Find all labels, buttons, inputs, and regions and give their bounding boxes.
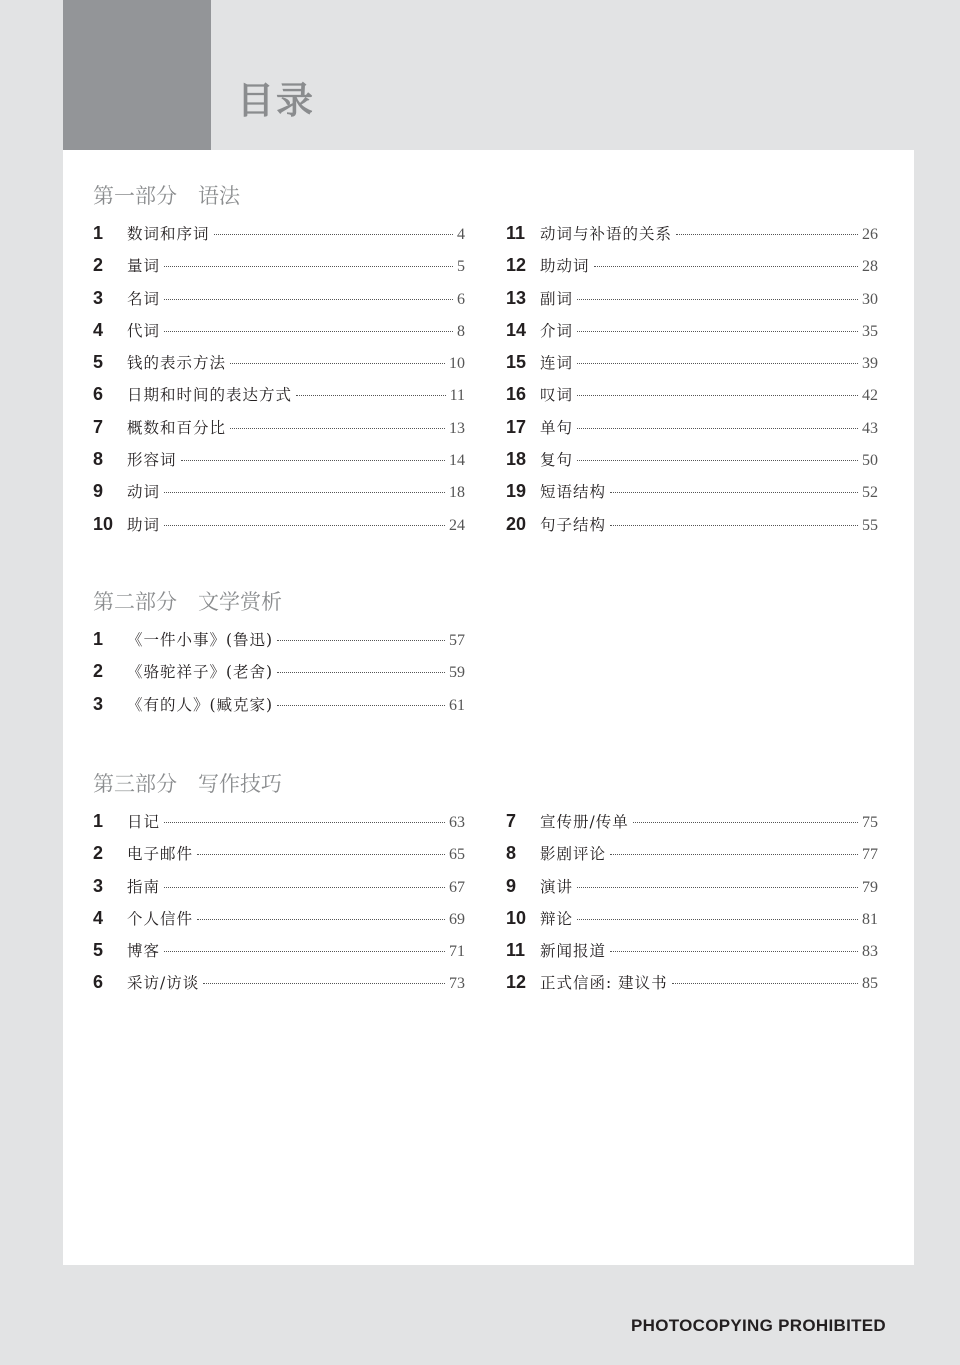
toc-entry-page-number: 30 [862,290,878,308]
toc-entry[interactable] [93,655,465,687]
dot-leader [164,331,453,332]
toc-entry-title: 宣传册/传单 [540,813,629,831]
dot-leader [633,822,858,823]
dot-leader [577,395,858,396]
toc-entry-number: 9 [506,875,517,896]
toc-entry-number: 10 [93,513,114,534]
dot-leader [296,395,446,396]
toc-entry[interactable] [93,805,465,837]
toc-entry-number: 12 [506,972,527,993]
toc-entry[interactable] [93,443,465,475]
toc-entry-title: 代词 [127,321,161,340]
toc-entry[interactable] [506,966,878,998]
toc-entry-title: 《骆驼祥子》(老舍) [127,663,274,682]
toc-entry-number: 11 [506,223,526,243]
toc-entry-title: 句子结构 [540,515,607,534]
toc-entry-number: 2 [93,661,104,682]
toc-entry-page-number: 28 [862,258,878,276]
toc-entry-page-number: 75 [862,814,878,831]
toc-entry-page-number: 39 [862,355,878,373]
toc-entry-number: 11 [506,940,526,961]
toc-entry-title: 助动词 [540,257,590,276]
toc-entry-page-number: 14 [449,452,465,470]
toc-entry[interactable] [93,508,465,540]
toc-entry-page-number: 35 [862,322,878,340]
toc-entry-title: 连词 [540,354,574,373]
toc-entry-title: 单句 [540,418,574,437]
toc-entry-page-number: 57 [449,632,465,649]
toc-entry-page-number: 42 [862,387,878,405]
dot-leader [577,460,858,461]
toc-entry[interactable] [93,623,465,655]
dot-leader [197,919,445,920]
toc-entry-page-number: 13 [449,419,465,437]
section-literature [93,589,893,733]
toc-entry-title: 影剧评论 [540,845,607,864]
toc-entry-title: 钱的表示方法 [127,354,227,373]
toc-entry-number: 8 [506,843,517,864]
toc-entry[interactable] [93,966,465,998]
toc-entry[interactable] [93,217,465,249]
toc-columns [93,805,893,1135]
dot-leader [676,234,858,235]
toc-columns [93,217,893,547]
dot-leader [164,299,453,300]
toc-entry[interactable] [93,902,465,934]
toc-entry-page-number: 65 [449,846,465,864]
toc-entry-page-number: 6 [457,290,465,308]
toc-entry[interactable] [506,378,878,410]
dot-leader [610,951,858,952]
toc-entry-title: 概数和百分比 [127,418,227,437]
toc-entry[interactable] [506,902,878,934]
dot-leader [164,525,445,526]
toc-entry-number: 2 [93,255,104,276]
dot-leader [164,492,445,493]
toc-entry-page-number: 24 [449,516,465,534]
dot-leader [203,983,445,984]
toc-entry-page-number: 79 [862,878,878,896]
toc-entry-number: 12 [506,255,527,276]
toc-entry-title: 名词 [127,289,161,308]
toc-entry-page-number: 26 [862,226,878,243]
toc-entry-title: 短语结构 [540,483,607,502]
toc-entry[interactable] [506,508,878,540]
dot-leader [277,672,445,673]
toc-entry-number: 15 [506,352,527,373]
toc-entry-number: 3 [93,287,104,308]
toc-entry-number: 6 [93,972,104,993]
toc-entry-title: 个人信件 [127,909,194,928]
dot-leader [610,525,858,526]
toc-entry-number: 8 [93,449,104,470]
toc-panel [63,150,914,1265]
toc-entry-title: 日期和时间的表达方式 [127,386,293,405]
toc-entry-number: 10 [506,907,527,928]
page-title: 目录 [237,79,315,122]
toc-entry-page-number: 50 [862,452,878,470]
toc-columns [93,623,893,733]
toc-entry-page-number: 55 [862,516,878,534]
toc-entry-number: 3 [93,875,104,896]
toc-entry-page-number: 83 [862,943,878,961]
dot-leader [577,331,858,332]
toc-entry-number: 18 [506,449,527,470]
toc-entry-title: 新闻报道 [540,942,607,961]
toc-entry[interactable] [506,934,878,966]
toc-entry-page-number: 8 [457,322,465,340]
header-tab-block [63,0,211,150]
toc-entry-number: 5 [93,352,104,373]
toc-entry-title: 数词和序词 [127,225,210,243]
toc-entry-number: 20 [506,513,527,534]
toc-entry[interactable] [506,837,878,869]
toc-entry-title: 介词 [540,321,574,340]
toc-entry-number: 6 [93,384,104,405]
toc-entry-page-number: 18 [449,484,465,502]
toc-entry-page-number: 63 [449,814,465,831]
dot-leader [164,951,445,952]
dot-leader [197,854,445,855]
section-title: 第一部分 语法 [93,184,240,208]
toc-entry[interactable] [93,934,465,966]
toc-entry[interactable] [93,475,465,507]
dot-leader [577,887,858,888]
dot-leader [214,234,453,235]
dot-leader [230,428,445,429]
toc-entry-title: 动词与补语的关系 [540,225,673,243]
toc-entry-title: 《一件小事》(鲁迅) [127,631,274,649]
dot-leader [164,887,445,888]
toc-entry-number: 3 [93,693,104,714]
toc-entry-page-number: 81 [862,910,878,928]
toc-entry[interactable] [506,411,878,443]
toc-entry-number: 13 [506,287,527,308]
toc-entry-page-number: 69 [449,910,465,928]
toc-entry-title: 助词 [127,515,161,534]
dot-leader [164,822,445,823]
toc-column-left [93,623,465,720]
toc-entry-page-number: 10 [449,355,465,373]
toc-entry-page-number: 85 [862,975,878,993]
dot-leader [230,363,445,364]
toc-entry-page-number: 43 [862,419,878,437]
dot-leader [577,299,858,300]
toc-entry-page-number: 11 [449,387,465,405]
toc-entry[interactable] [506,870,878,902]
toc-column-left [93,805,465,999]
toc-entry-page-number: 73 [449,975,465,993]
dot-leader [594,266,858,267]
dot-leader [277,640,445,641]
section-title: 第二部分 文学赏析 [93,590,282,614]
toc-entry-number: 14 [506,319,527,340]
toc-entry-page-number: 77 [862,846,878,864]
toc-entry-number: 1 [93,223,104,243]
toc-entry[interactable] [93,411,465,443]
toc-entry-number: 7 [93,416,104,437]
toc-entry[interactable] [93,249,465,281]
toc-entry-title: 指南 [127,877,161,896]
toc-entry-page-number: 59 [449,664,465,682]
toc-entry-number: 5 [93,940,104,961]
toc-entry[interactable] [506,346,878,378]
toc-entry-title: 量词 [127,257,161,276]
toc-entry-page-number: 71 [449,943,465,961]
toc-entry[interactable] [93,837,465,869]
toc-entry-title: 《有的人》(臧克家) [127,695,274,714]
toc-entry-title: 叹词 [540,386,574,405]
toc-entry-number: 19 [506,481,527,502]
toc-entry[interactable] [506,314,878,346]
toc-entry-number: 1 [93,811,104,831]
toc-entry-title: 采访/访谈 [127,974,200,993]
dot-leader [277,705,445,706]
section-title: 第三部分 写作技巧 [93,772,282,796]
toc-entry-number: 7 [506,811,517,831]
toc-entry-page-number: 52 [862,484,878,502]
toc-entry-number: 4 [93,907,104,928]
dot-leader [577,428,858,429]
toc-entry[interactable] [93,282,465,314]
toc-entry[interactable] [506,282,878,314]
toc-entry-title: 形容词 [127,451,177,470]
toc-entry-title: 日记 [127,813,161,831]
dot-leader [577,363,858,364]
toc-entry-number: 17 [506,416,527,437]
toc-entry-page-number: 5 [457,258,465,276]
toc-entry-title: 电子邮件 [127,845,194,864]
dot-leader [577,919,858,920]
section-grammar [93,183,893,547]
toc-entry[interactable] [506,443,878,475]
toc-entry-number: 4 [93,319,104,340]
toc-entry-page-number: 67 [449,878,465,896]
toc-entry[interactable] [506,217,878,249]
toc-entry-title: 演讲 [540,877,574,896]
toc-entry-number: 9 [93,481,104,502]
toc-entry-number: 1 [93,629,104,649]
toc-entry-number: 2 [93,843,104,864]
dot-leader [181,460,445,461]
dot-leader [672,983,858,984]
toc-entry[interactable] [93,314,465,346]
footer-notice: PHOTOCOPYING PROHIBITED [630,1316,886,1335]
section-writing [93,771,893,1135]
toc-entry[interactable] [506,249,878,281]
toc-entry-page-number: 4 [457,226,465,243]
toc-entry-page-number: 61 [449,696,465,714]
dot-leader [610,854,858,855]
toc-entry[interactable] [93,378,465,410]
toc-column-right [506,217,878,540]
toc-entry-title: 动词 [127,483,161,502]
toc-entry-title: 博客 [127,942,161,961]
toc-column-right [506,805,878,999]
toc-entry[interactable] [93,346,465,378]
dot-leader [610,492,858,493]
toc-entry-title: 辩论 [540,909,574,928]
dot-leader [164,266,453,267]
toc-entry[interactable] [93,688,465,720]
toc-entry[interactable] [506,805,878,837]
toc-column-left [93,217,465,540]
toc-entry-title: 正式信函: 建议书 [540,974,668,993]
toc-entry[interactable] [93,870,465,902]
toc-entry-title: 副词 [540,289,574,308]
toc-entry-number: 16 [506,384,527,405]
toc-entry[interactable] [506,475,878,507]
toc-entry-title: 复句 [540,451,574,470]
